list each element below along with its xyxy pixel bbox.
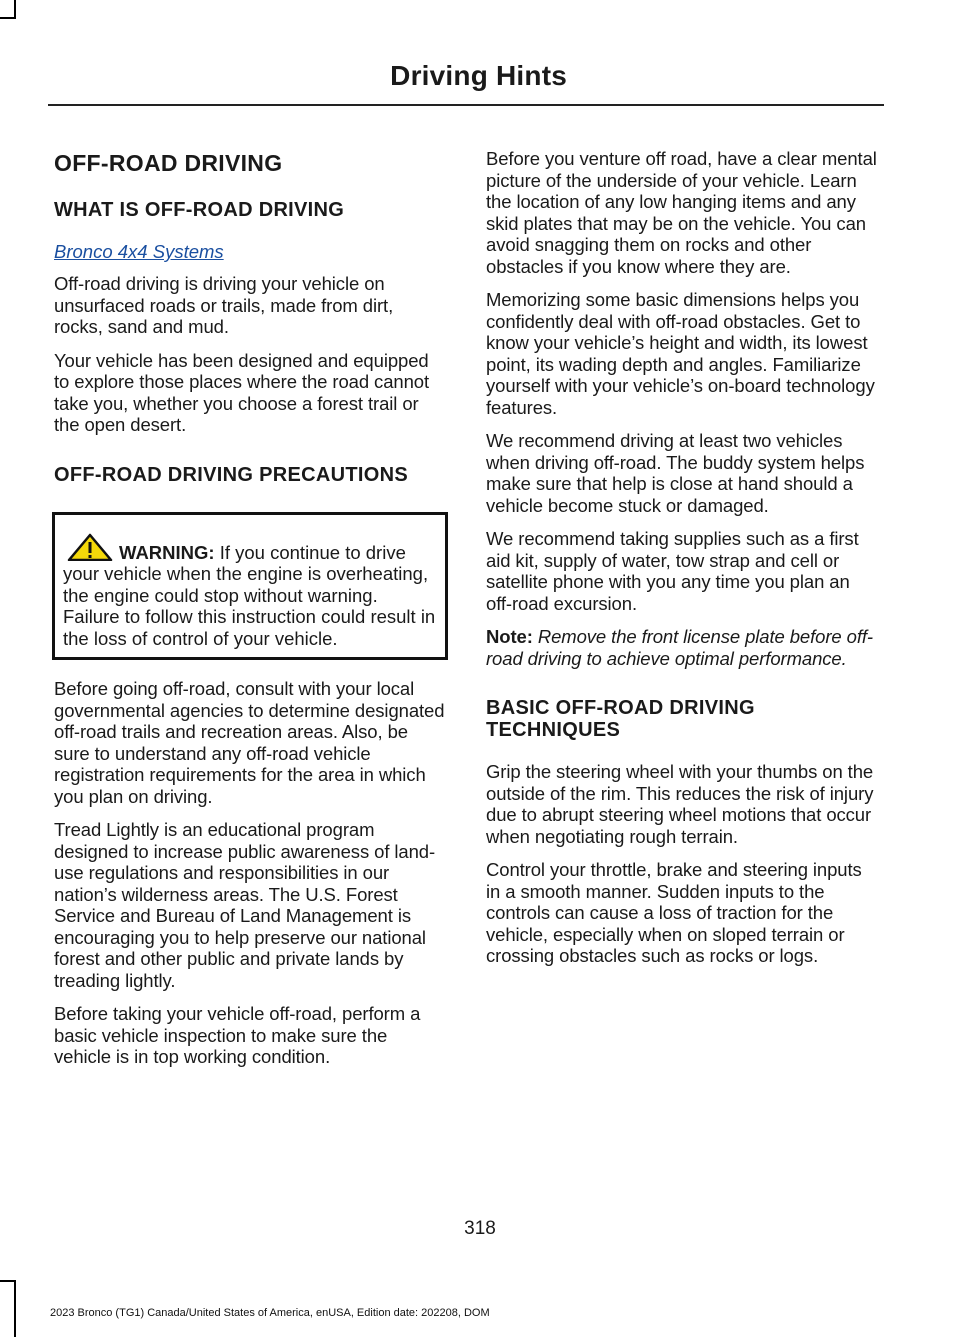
bronco-4x4-systems-link[interactable]: Bronco 4x4 Systems (54, 241, 224, 262)
crop-mark (0, 17, 16, 19)
note-text: Remove the front license plate before off-road driving to achieve optimal performance. (486, 626, 873, 669)
crop-mark (0, 1280, 16, 1282)
warning-triangle-icon (67, 533, 113, 561)
paragraph: Before going off-road, consult with your local governmental agencies to determine designated off-road trails and recreation areas. Also, be sure to understand any off-road vehicle registration requirements for the area in which you plan on driving. (54, 678, 445, 807)
paragraph: Off-road driving is driving your vehicle on unsurfaced roads or trails, made from dirt, rocks, sand and mud. (54, 273, 394, 337)
header-divider (48, 104, 884, 106)
warning-text: If you continue to drive your vehicle when the engine is overheating, the engine could stop without warning. Failure to follow this instruction could result in the loss of control of your vehicle. (63, 541, 436, 649)
right-column (486, 148, 878, 979)
crop-mark (14, 1280, 16, 1337)
warning-box (52, 512, 448, 661)
crop-mark (14, 0, 16, 18)
left-column (54, 146, 446, 1080)
paragraph: Grip the steering wheel with your thumbs on the outside of the rim. This reduces the risk of injury due to abrupt steering wheel motions that occur when negotiating rough terrain. (486, 761, 874, 847)
page-header-title: Driving Hints (390, 60, 567, 91)
note (486, 626, 878, 669)
paragraph: We recommend driving at least two vehicles when driving off-road. The buddy system helps make sure that help is close at hand should a vehicle become stuck or damaged. (486, 430, 865, 516)
paragraph: Before you venture off road, have a clear mental picture of the underside of your vehicle. Learn the location of any low hanging items and any skid plates that may be on the vehicle. You can avoid snagging them on rocks and other obstacles if you know where they are. (486, 148, 877, 277)
page-number: 318 (464, 1218, 496, 1239)
paragraph: Tread Lightly is an educational program designed to increase public awareness of land-use regulations and responsibilities in our nation’s wilderness areas. The U.S. Forest Service and Bureau of Land Management is encouraging you to help preserve our national forest and other public and private lands by treading lightly. (54, 819, 436, 991)
note-label: Note: (486, 626, 533, 647)
paragraph: Control your throttle, brake and steering inputs in a smooth manner. Sudden inputs to the controls can cause a loss of traction for the vehicle, especially when on sloped terrain or crossing obstacles such as rocks or logs. (486, 859, 862, 966)
subsection-title-what: WHAT IS OFF-ROAD DRIVING (54, 199, 345, 221)
warning-label: WARNING: (119, 541, 215, 563)
footer-edition-info: 2023 Bronco (TG1) Canada/United States of America, enUSA, Edition date: 202208, DOM (50, 1307, 490, 1319)
subsection-title-techniques: BASIC OFF-ROAD DRIVING TECHNIQUES (486, 697, 755, 741)
subsection-title-precautions: OFF-ROAD DRIVING PRECAUTIONS (54, 463, 408, 486)
paragraph: Memorizing some basic dimensions helps you confidently deal with off-road obstacles. Get to know your vehicle’s height and width, its lowest point, its wading depth and angles. Familiarize yourself with your vehicle’s on-board technology features. (486, 289, 875, 418)
paragraph: We recommend taking supplies such as a first aid kit, supply of water, tow strap and cell or satellite phone with you any time you plan an off-road excursion. (486, 528, 859, 614)
paragraph: Your vehicle has been designed and equipped to explore those places where the road cannot take you, whether you choose a forest trail or the open desert. (54, 349, 429, 435)
section-title: OFF-ROAD DRIVING (54, 150, 283, 176)
paragraph: Before taking your vehicle off-road, perform a basic vehicle inspection to make sure the vehicle is in top working condition. (54, 1003, 421, 1067)
